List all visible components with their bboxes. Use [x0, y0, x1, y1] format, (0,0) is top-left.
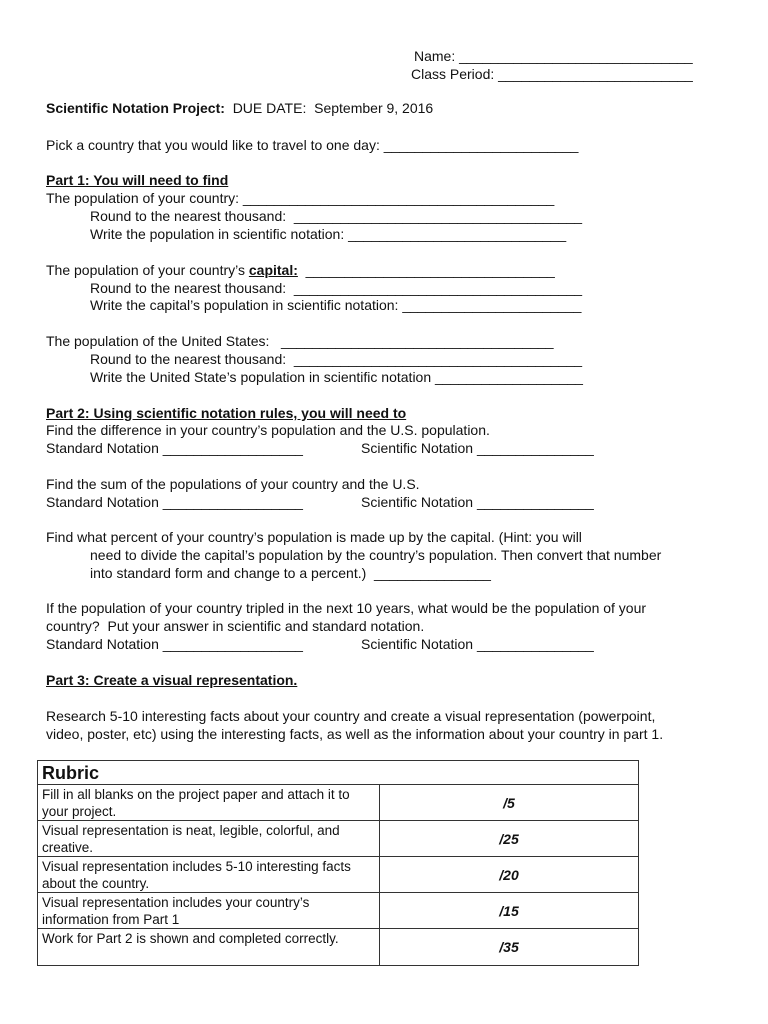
sum-scientific: Scientific Notation _______________: [361, 494, 594, 510]
rubric-row: [38, 929, 638, 965]
us-sci-prompt: Write the United State’s population in scientific notation ___________________: [90, 369, 583, 385]
sum-standard: Standard Notation __________________: [46, 494, 303, 510]
research-line1: Research 5-10 interesting facts about your country and create a visual representation (powerpoint,: [46, 708, 656, 724]
capital-word: capital:: [248, 262, 298, 278]
triple-standard: Standard Notation __________________: [46, 636, 303, 652]
difference-prompt: Find the difference in your country’s population and the U.S. population.: [46, 422, 490, 438]
rubric-criterion: Visual representation is neat, legible, colorful, and creative.: [38, 821, 380, 856]
part3-heading: Part 3: Create a visual representation.: [46, 672, 298, 688]
rubric-points: /15: [499, 902, 519, 919]
rubric-row: [38, 785, 638, 821]
capital-population-prompt: [46, 262, 555, 279]
due-date: DUE DATE: September 9, 2016: [224, 100, 434, 116]
percent-prompt-line3: into standard form and change to a percent.) _______________: [90, 565, 491, 581]
us-population-prompt: The population of the United States: ___________________________________: [46, 333, 554, 349]
capital-round-prompt: Round to the nearest thousand: _____________________________________: [90, 280, 583, 296]
pick-country-prompt: Pick a country that you would like to travel to one day: _________________________: [46, 137, 579, 153]
country-round-prompt: Round to the nearest thousand: _____________________________________: [90, 208, 583, 224]
name-field: Name: ______________________________: [414, 48, 693, 64]
rubric-row: [38, 857, 638, 893]
sum-prompt: Find the sum of the populations of your country and the U.S.: [46, 476, 420, 492]
difference-scientific: Scientific Notation _______________: [361, 440, 594, 456]
rubric-criterion: Visual representation includes 5-10 interesting facts about the country.: [38, 857, 380, 892]
percent-prompt-line1: Find what percent of your country’s population is made up by the capital. (Hint: you will: [46, 529, 582, 545]
rubric-points: /35: [499, 939, 519, 955]
us-round-prompt: Round to the nearest thousand: _____________________________________: [90, 351, 583, 367]
part1-heading: Part 1: You will need to find: [46, 172, 229, 188]
research-line2: video, poster, etc) using the interesting facts, as well as the information about your country in part 1.: [46, 726, 664, 742]
rubric-title: Rubric: [38, 761, 638, 785]
rubric-points: /5: [503, 794, 515, 811]
part2-heading: Part 2: Using scientific notation rules, you will need to: [46, 405, 407, 421]
capital-sci-prompt: Write the capital’s population in scientific notation: _______________________: [90, 297, 582, 313]
percent-prompt-line2: need to divide the capital’s population by the country’s population. Then convert that number: [90, 547, 662, 563]
rubric-row: [38, 893, 638, 929]
rubric-points: /25: [499, 830, 519, 847]
triple-prompt-line2: country? Put your answer in scientific and standard notation.: [46, 618, 425, 634]
capital-prefix: The population of your country’s: [46, 262, 249, 278]
rubric-criterion: Visual representation includes your country’s information from Part 1: [38, 893, 380, 928]
class-period-field: Class Period: _________________________: [411, 66, 693, 82]
rubric-criterion: Work for Part 2 is shown and completed correctly.: [38, 929, 380, 965]
rubric-points: /20: [499, 866, 519, 883]
rubric-table: [37, 760, 639, 966]
rubric-criterion: Fill in all blanks on the project paper and attach it to your project.: [38, 785, 380, 820]
triple-scientific: Scientific Notation _______________: [361, 636, 594, 652]
triple-prompt-line1: If the population of your country tripled in the next 10 years, what would be the population of your: [46, 600, 647, 616]
capital-blank: ________________________________: [297, 262, 555, 278]
country-population-prompt: The population of your country: ________________________________________: [46, 190, 555, 206]
page-title: [46, 100, 433, 117]
rubric-row: [38, 821, 638, 857]
country-sci-prompt: Write the population in scientific notation: ____________________________: [90, 226, 567, 242]
project-title: Scientific Notation Project:: [46, 100, 225, 116]
difference-standard: Standard Notation __________________: [46, 440, 303, 456]
